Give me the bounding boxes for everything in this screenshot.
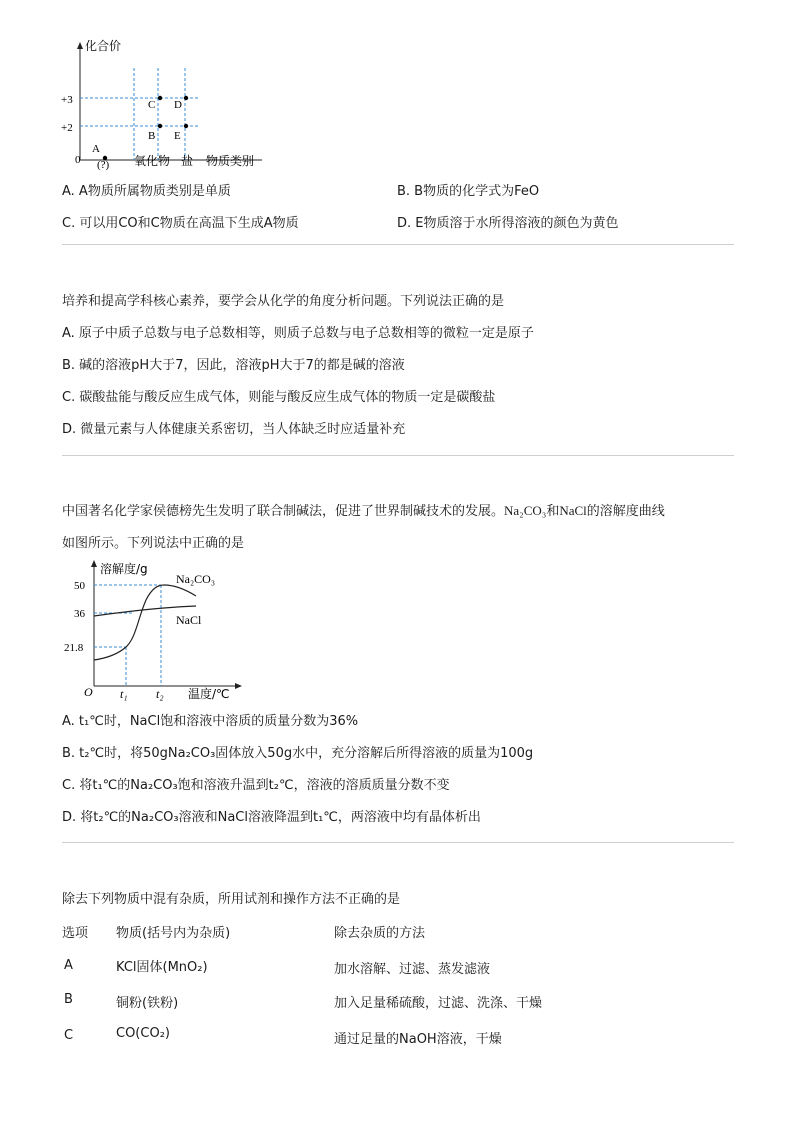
q3-stem-nacl: NaCl [559,503,587,518]
valence-category-graph [60,38,270,174]
tick-50: 50 [74,580,85,592]
table-cell-substance: KCl固体(MnO₂) [116,960,208,975]
ytick-plus2: +2 [61,122,73,134]
origin-label: O [84,685,93,699]
q1-option-d[interactable]: D. E物质溶于水所得溶液的颜色为黄色 [397,216,619,231]
q1-option-a[interactable]: A. A物质所属物质类别是单质 [62,184,231,199]
ytick-plus3: +3 [61,94,73,106]
q3-stem-pre: 中国著名化学家侯德榜先生发明了联合制碱法，促进了世界制碱技术的发展。 [62,504,505,519]
q3-stem-mid: 和 [546,504,560,519]
divider [62,455,734,456]
q3-option-b[interactable]: B. t₂℃时，将50gNa₂CO₃固体放入50g水中，充分溶解后所得溶液的质量为100g [62,746,534,761]
q3-option-a[interactable]: A. t₁℃时，NaCl饱和溶液中溶质的质量分数为36% [62,714,359,729]
q2-option-c[interactable]: C. 碳酸盐能与酸反应生成气体，则能与酸反应生成气体的物质一定是碳酸盐 [62,390,496,405]
tick-21-8: 21.8 [64,642,84,654]
point-c-label: C [148,99,156,111]
xcat-oxide: 氧化物 [134,154,171,168]
point-e-label: E [174,130,181,142]
table-cell-method: 加入足量稀硫酸，过滤、洗涤、干燥 [334,996,543,1011]
tick-t1: t₁ [120,687,128,701]
point-d-dot [184,96,188,100]
table-cell-substance: CO(CO₂) [116,1026,170,1041]
table-cell-method: 通过足量的NaOH溶液，干燥 [334,1032,502,1047]
q3-stem-line1 [62,500,665,519]
y-axis-label: 溶解度/g [100,562,148,576]
origin-label: 0 [75,154,81,166]
series-label-nacl: NaCl [176,613,202,627]
series-label-na2co3: Na₂CO₃ [176,572,216,586]
q2-option-d[interactable]: D. 微量元素与人体健康关系密切，当人体缺乏时应适量补充 [62,422,406,437]
divider [62,244,734,245]
table-cell-option: C [64,1028,74,1043]
q1-option-c[interactable]: C. 可以用CO和C物质在高温下生成A物质 [62,216,299,231]
point-d-label: D [174,99,182,111]
solubility-curve-graph [60,558,250,704]
table-cell-method: 加水溶解、过滤、蒸发滤液 [334,962,491,977]
q3-stem-na2co3: Na₂CO₃ [504,503,547,518]
point-c-dot [158,96,162,100]
q1-option-b[interactable]: B. B物质的化学式为FeO [397,184,540,199]
q2-option-b[interactable]: B. 碱的溶液pH大于7，因此，溶液pH大于7的都是碱的溶液 [62,358,405,373]
q4-stem: 除去下列物质中混有杂质，所用试剂和操作方法不正确的是 [62,892,401,907]
x-axis-label: 温度/℃ [188,687,230,701]
y-axis-label: 化合价 [85,39,122,53]
divider [62,842,734,843]
table-cell-option: B [64,992,73,1007]
q3-stem-post: 的溶解度曲线 [586,504,665,519]
table-header-option: 选项 [62,926,89,941]
q2-option-a[interactable]: A. 原子中质子总数与电子总数相等，则质子总数与电子总数相等的微粒一定是原子 [62,326,534,341]
point-b-dot [158,124,162,128]
q3-stem-line2: 如图所示。下列说法中正确的是 [62,536,245,551]
point-e-dot [184,124,188,128]
q2-stem: 培养和提高学科核心素养，要学会从化学的角度分析问题。下列说法正确的是 [62,294,505,309]
tick-t2: t₂ [156,687,164,701]
q3-option-c[interactable]: C. 将t₁℃的Na₂CO₃饱和溶液升温到t₂℃，溶液的溶质质量分数不变 [62,778,450,793]
table-cell-option: A [64,958,73,973]
q3-option-d[interactable]: D. 将t₂℃的Na₂CO₃溶液和NaCl溶液降温到t₁℃，两溶液中均有晶体析出 [62,810,481,825]
x-axis-label: 物质类别 [206,154,255,168]
table-cell-substance: 铜粉(铁粉) [116,996,179,1011]
tick-36: 36 [74,608,85,620]
table-header-substance: 物质(括号内为杂质) [116,926,231,941]
xcat-unknown: (?) [97,159,110,171]
point-a-label: A [92,143,100,155]
point-b-label: B [148,130,156,142]
table-header-method: 除去杂质的方法 [334,926,426,941]
xcat-salt: 盐 [181,154,194,168]
